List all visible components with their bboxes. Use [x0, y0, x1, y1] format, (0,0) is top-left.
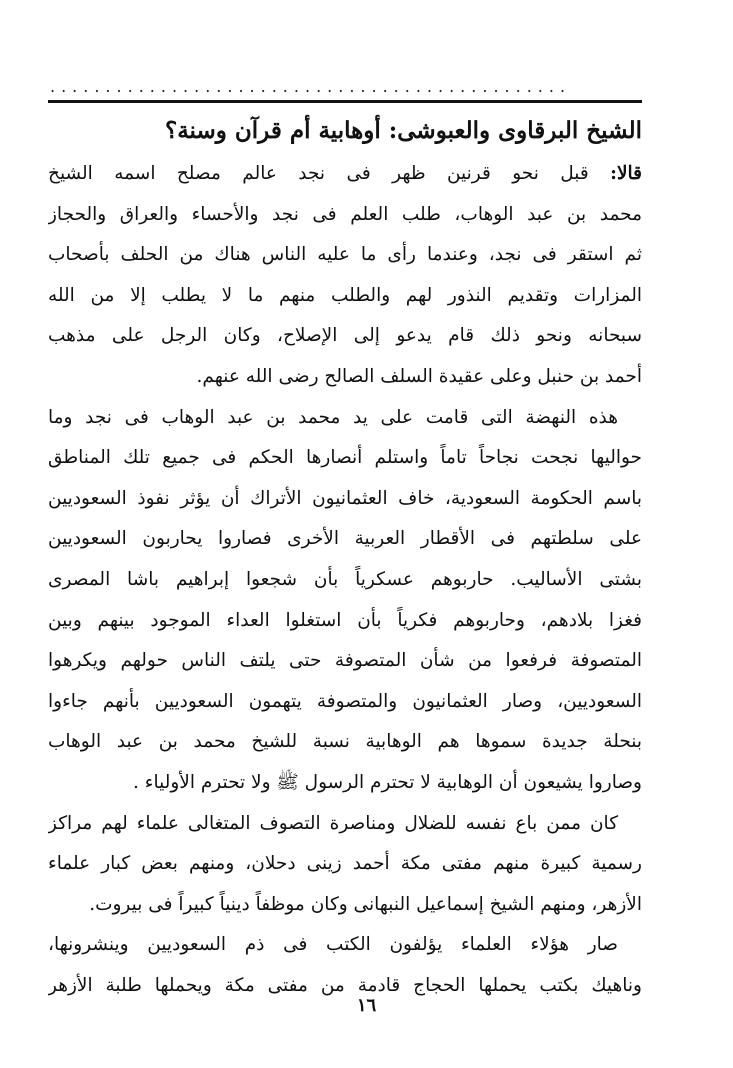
text-line: المتصوفة فرفعوا من شأن المتصوفة حتى يلتف الناس حولهم ويكرهوا [48, 650, 642, 672]
section-title: الشيخ البرقاوى والعبوشى: أوهابية أم قرآن وسنة؟ [164, 117, 642, 144]
text-line: أحمد بن حنبل وعلى عقيدة السلف الصالح رضى الله عنهم. [196, 365, 642, 387]
lead-word: قالا: [610, 163, 642, 184]
text-line: بشتى الأساليب. حاربوهم عسكرياً بأن شجعوا إبراهيم باشا المصرى [48, 568, 642, 590]
text-line: هذه النهضة التى قامت على يد محمد بن عبد الوهاب فى نجد وما [48, 406, 618, 428]
paragraph-1 [48, 154, 642, 398]
header-rule [48, 100, 642, 103]
text-line: على سلطتهم فى الأقطار العربية الأخرى فصاروا يحاربون السعوديين [48, 528, 642, 550]
text-line: المزارات وتقديم النذور لهم والطلب منهم ما لا يطلب إلا من الله [48, 284, 642, 306]
text-line: بنحلة جديدة سموها هم الوهابية نسبة للشيخ محمد بن عبد الوهاب [48, 731, 642, 753]
text-line: حواليها نجحت نجاحاً تاماً واستلم أنصارها الحكم فى جميع تلك المناطق [48, 447, 642, 469]
text-line: باسم الحكومة السعودية، خاف العثمانيون الأتراك أن يؤثر نفوذ السعوديين [48, 487, 642, 509]
text-line: الأزهر، ومنهم الشيخ إسماعيل النبهانى وكان موظفاً دينياً كبيراً فى بيروت. [89, 893, 642, 915]
paragraph-2 [48, 398, 642, 804]
text-line: صار هؤلاء العلماء يؤلفون الكتب فى ذم السعوديين وينشرونها، [48, 934, 618, 956]
text-line: قالا: قبل نحو قرنين ظهر فى نجد عالم مصلح اسمه الشيخ [48, 163, 642, 184]
text-line: فغزا بلادهم، وحاربوهم فكرياً بأن استغلوا العداء الموجود بينهم وبين [48, 609, 642, 631]
text-line: السعوديين، وصار العثمانيون والمتصوفة يتهمون السعوديين بأنهم جاءوا [48, 690, 642, 712]
text-line: سبحانه ونحو ذلك قام يدعو إلى الإصلاح، وكان الرجل على مذهب [48, 325, 642, 347]
text-line: محمد بن عبد الوهاب، طلب العلم فى نجد والأحساء والعراق والحجاز [48, 203, 642, 225]
page-number: ١٦ [356, 995, 377, 1016]
text-line: ثم استقر فى نجد، وعندما رأى ما عليه الناس هناك من الحلف بأصحاب [48, 244, 642, 266]
header-dotted-line: ............................................... [50, 80, 572, 94]
text-line: رسمية كبيرة منهم مفتى مكة أحمد زينى دحلان، ومنهم بعض كبار علماء [48, 853, 642, 875]
text-line: وصاروا يشيعون أن الوهابية لا تحترم الرسول ﷺ ولا تحترم الأولياء . [133, 771, 642, 793]
text-line: وناهيك بكتب يحملها الحجاج قادمة من مفتى مكة ويحملها طلبة الأزهر [48, 974, 642, 996]
paragraph-3 [48, 804, 642, 926]
page-body [48, 108, 642, 1006]
text-line: كان ممن باع نفسه للضلال ومناصرة التصوف المتغالى علماء لهم مراكز [48, 812, 618, 834]
